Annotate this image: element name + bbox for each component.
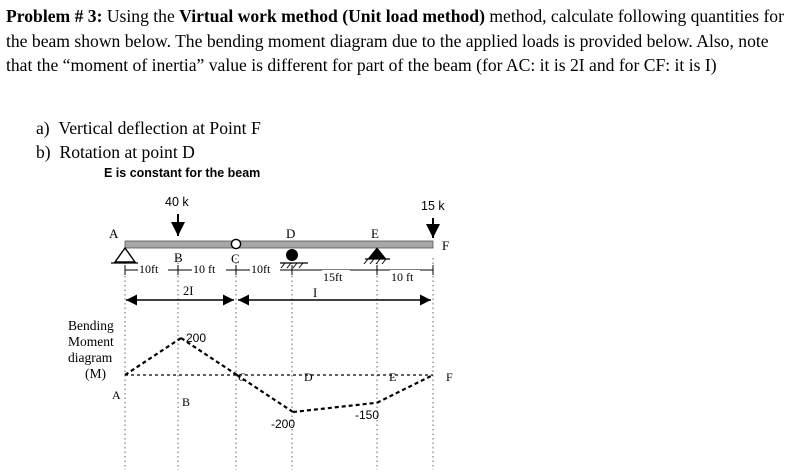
label-d: D <box>286 226 296 241</box>
bmd-label-line-4: (M) <box>85 366 106 381</box>
bmd-label-c: C <box>238 370 247 384</box>
bmd-label-d: D <box>304 370 313 384</box>
problem-text-2: method, calculate following quantities for the beam shown below. The bending moment diagram due to the applied loads is provided below. Also, note that the “moment of inertia” value is different for part of the beam (for AC: it is 2I and for CF: it is I) <box>6 6 784 76</box>
span-bc: 10 ft <box>193 262 216 276</box>
problem-number: Problem # 3: <box>6 6 103 26</box>
load-15k-label: 15 k <box>421 199 445 213</box>
bmd-label-a: A <box>112 388 121 402</box>
label-b: B <box>174 250 183 265</box>
question-a-text: Vertical deflection at Point F <box>58 118 261 138</box>
guide-lines <box>125 258 433 470</box>
label-a: A <box>109 226 119 241</box>
bmd-value-b: 200 <box>186 331 207 345</box>
bmd-label <box>68 318 114 381</box>
span-ab: 10ft <box>139 262 159 276</box>
beam <box>125 241 433 248</box>
bmd-label-e: E <box>389 370 397 384</box>
figure-note: E is constant for the beam <box>104 166 261 180</box>
bmd-label-b: B <box>182 395 191 409</box>
hinge-c <box>231 239 240 248</box>
problem-method: Virtual work method (Unit load method) <box>179 6 485 26</box>
bmd-label-line-2: Moment <box>68 334 114 349</box>
load-40k <box>165 195 189 236</box>
bending-moment-diagram <box>125 331 433 431</box>
question-b-marker: b) <box>36 142 51 162</box>
label-c: C <box>231 251 240 266</box>
inertia-cf: I <box>313 286 318 300</box>
inertia-ac: 2I <box>183 284 194 298</box>
bmd-segment-ab <box>125 338 181 375</box>
problem-text-1: Using the <box>102 6 180 26</box>
pin-support-a <box>111 248 139 263</box>
question-a-marker: a) <box>36 118 50 138</box>
span-cd: 10ft <box>251 262 271 276</box>
question-b-text: Rotation at point D <box>59 142 195 162</box>
bmd-value-d: -200 <box>271 417 296 431</box>
bmd-value-e: -150 <box>355 407 380 422</box>
bmd-label-line-1: Bending <box>68 318 114 333</box>
span-de: 15ft <box>323 270 343 284</box>
bmd-label-f: F <box>446 370 453 384</box>
bmd-label-line-3: diagram <box>68 350 113 365</box>
label-e: E <box>371 226 379 241</box>
load-15k <box>421 199 445 238</box>
span-ef: 10 ft <box>391 270 414 284</box>
bmd-segment-ef <box>377 375 433 403</box>
label-f: F <box>442 238 450 253</box>
load-40k-label: 40 k <box>165 195 189 209</box>
pin-support-e <box>364 248 390 264</box>
